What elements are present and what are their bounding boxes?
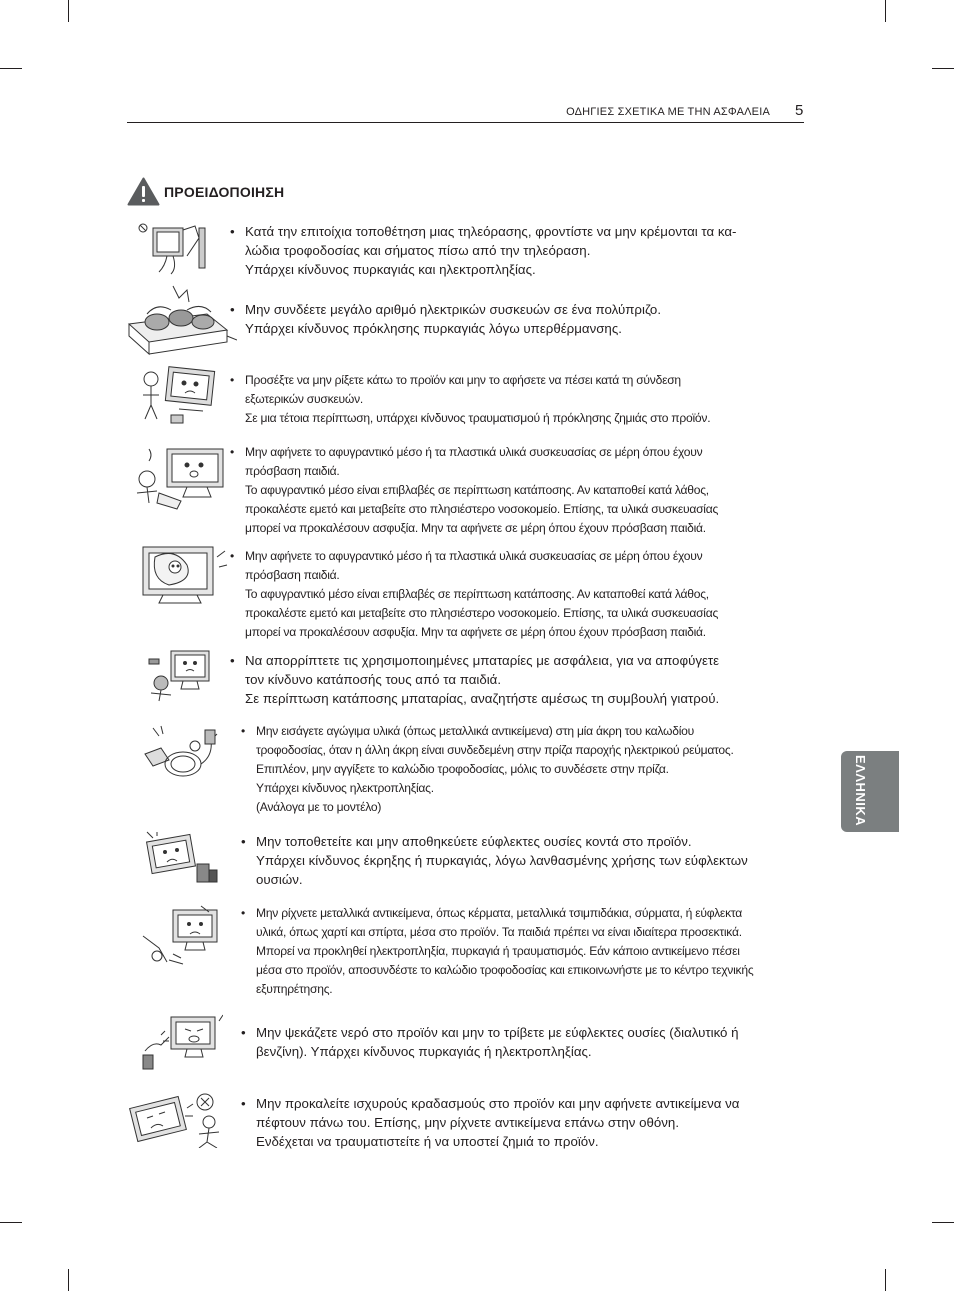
item-line: Υπάρχει κίνδυνος ηλεκτροπληξίας.: [256, 781, 434, 795]
item-text: [256, 904, 795, 999]
item-text: [245, 547, 795, 642]
item-line: Σε περίπτωση κατάποσης μπαταρίας, αναζητήστε αμέσως τη συμβουλή γιατρού.: [245, 691, 720, 706]
item-line: εξυπηρέτησης.: [256, 982, 333, 996]
item-text: [256, 832, 795, 889]
header-divider: [127, 122, 804, 123]
item-line: • Μην τοποθετείτε και μην αποθηκεύετε εύφλεκτες ουσίες κοντά στο προϊόν.: [256, 832, 795, 851]
item-line: • Μην ρίχνετε μεταλλικά αντικείμενα, όπως κέρματα, μεταλλικά τσιμπιδάκια, σύρματα, ή εύφλεκτα: [256, 904, 795, 923]
item-text: [245, 300, 795, 338]
item-line: • Προσέξτε να μην ρίξετε κάτω το προϊόν και μην το αφήσετε να πέσει κατά τη σύνδεση: [245, 371, 795, 390]
item-line: μπορεί να προκαλέσουν ασφυξία. Μην τα αφήνετε σε μέρη όπου έχουν πρόσβαση παιδιά.: [245, 625, 706, 639]
language-tab: [841, 751, 899, 832]
crop-mark: [68, 0, 69, 22]
tv-falling-child-icon: [137, 365, 221, 431]
item-line: • Μην αφήνετε το αφυγραντικό μέσο ή τα πλαστικά υλικά συσκευασίας σε μέρη όπου έχουν: [245, 547, 795, 566]
item-line: υλικά, όπως χαρτί και σπίρτα, μέσα στο προϊόν. Τα παιδιά πρέπει να είναι ιδιαίτερα προσεκτικά.: [256, 925, 742, 939]
crop-mark: [0, 1222, 22, 1223]
flammable-substances-icon: [143, 830, 219, 888]
crop-mark: [68, 1269, 69, 1291]
item-line: ουσιών.: [256, 872, 303, 887]
item-line: βενζίνη). Υπάρχει κίνδυνος πυρκαγιάς ή ηλεκτροπληξίας.: [256, 1044, 592, 1059]
item-line: (Ανάλογα με το μοντέλο): [256, 800, 382, 814]
metal-objects-tv-icon: [139, 904, 223, 970]
item-line: πρόσβαση παιδιά.: [245, 568, 340, 582]
item-line: Υπάρχει κίνδυνος έκρηξης ή πυρκαγιάς, λόγω λανθασμένης χρήσης των εύφλεκτων: [256, 853, 748, 868]
ball-hitting-tv-icon: [129, 1092, 225, 1148]
item-line: • Μην εισάγετε αγώγιμα υλικά (όπως μεταλλικά αντικείμενα) στη μία άκρη του καλωδίου: [256, 722, 795, 741]
item-text: [256, 722, 795, 817]
item-line: Επιπλέον, μην αγγίξετε το καλώδιο τροφοδοσίας, μόλις το συνδέσετε στην πρίζα.: [256, 762, 669, 776]
item-line: • Κατά την επιτοίχια τοποθέτηση μιας τηλεόρασης, φροντίστε να μην κρέμονται τα κα-: [245, 222, 795, 241]
spray-water-tv-icon: [139, 1011, 223, 1073]
crop-mark: [932, 1222, 954, 1223]
item-line: Υπάρχει κίνδυνος πυρκαγιάς και ηλεκτροπληξίας.: [245, 262, 536, 277]
item-line: • Μην συνδέετε μεγάλο αριθμό ηλεκτρικών συσκευών σε ένα πολύπριζο.: [245, 300, 795, 319]
item-line: πέφτουν πάνω του. Επίσης, μην ρίχνετε αντικείμενα επάνω στην οθόνη.: [256, 1115, 680, 1130]
overloaded-power-strip-icon: [127, 284, 237, 356]
child-desiccant-icon: [127, 445, 237, 511]
crop-mark: [885, 0, 886, 22]
item-line: • Μην αφήνετε το αφυγραντικό μέσο ή τα πλαστικά υλικά συσκευασίας σε μέρη όπου έχουν: [245, 443, 795, 462]
item-text: [245, 443, 795, 538]
item-line: Το αφυγραντικό μέσο είναι επιβλαβές σε περίπτωση κατάποσης. Αν καταποθεί κατά λάθος,: [245, 483, 709, 497]
warning-title: ΠΡΟΕΙΔΟΠΟΙΗΣΗ: [164, 183, 285, 200]
power-cord-conductor-icon: [139, 724, 223, 784]
item-text: [245, 222, 795, 279]
child-plastic-bag-icon: [135, 543, 231, 611]
item-line: Σε μια τέτοια περίπτωση, υπάρχει κίνδυνος τραυματισμού ή πρόκλησης ζημιάς στο προϊόν.: [245, 411, 711, 425]
item-line: εξωτερικών συσκευών.: [245, 392, 364, 406]
item-line: προκαλέστε εμετό και μεταβείτε στο πλησιέστερο νοσοκομείο. Επίσης, τα υλικά συσκευασίας: [245, 502, 719, 516]
page-number: 5: [795, 102, 804, 119]
item-line: Μπορεί να προκληθεί ηλεκτροπληξία, πυρκαγιά ή τραυματισμός. Εάν κάποιο αντικείμενο πέσει: [256, 944, 740, 958]
language-tab-label: ΕΛΛΗΝΙΚΑ: [853, 755, 868, 827]
item-line: πρόσβαση παιδιά.: [245, 464, 340, 478]
item-line: Υπάρχει κίνδυνος πρόκλησης πυρκαγιάς λόγω υπερθέρμανσης.: [245, 321, 622, 336]
section-title: ΟΔΗΓΙΕΣ ΣΧΕΤΙΚΑ ΜΕ ΤΗΝ ΑΣΦΑΛΕΙΑ: [566, 106, 770, 118]
item-line: Το αφυγραντικό μέσο είναι επιβλαβές σε περίπτωση κατάποσης. Αν καταποθεί κατά λάθος,: [245, 587, 709, 601]
crop-mark: [932, 68, 954, 69]
item-line: μέσα στο προϊόν, αποσυνδέστε το καλώδιο τροφοδοσίας και επικοινωνήστε με το κέντρο τεχνικής: [256, 963, 754, 977]
item-line: μπορεί να προκαλέσουν ασφυξία. Μην τα αφήνετε σε μέρη όπου έχουν πρόσβαση παιδιά.: [245, 521, 706, 535]
item-text: [256, 1023, 795, 1061]
warning-heading: [127, 177, 284, 206]
item-line: προκαλέστε εμετό και μεταβείτε στο πλησιέστερο νοσοκομείο. Επίσης, τα υλικά συσκευασίας: [245, 606, 719, 620]
item-line: • Να απορρίπτετε τις χρησιμοποιημένες μπαταρίες με ασφάλεια, για να αποφύγετε: [245, 651, 795, 670]
item-line: • Μην προκαλείτε ισχυρούς κραδασμούς στο προϊόν και μην αφήνετε αντικείμενα να: [256, 1094, 795, 1113]
tv-cables-hanging-icon: [137, 222, 209, 278]
item-text: [245, 651, 795, 708]
item-line: • Μην ψεκάζετε νερό στο προϊόν και μην το τρίβετε με εύφλεκτες ουσίες (διαλυτικό ή: [256, 1023, 795, 1042]
item-line: τροφοδοσίας, όταν η άλλη άκρη είναι συνδεδεμένη στην πρίζα παροχής ηλεκτρικού ρεύματος.: [256, 743, 734, 757]
item-line: τον κίνδυνο κατάποσής τους από τα παιδιά.: [245, 672, 502, 687]
item-line: λώδια τροφοδοσίας και σήματος πίσω από την τηλεόραση.: [245, 243, 591, 258]
item-line: Ενδέχεται να τραυματιστείτε ή να υποστεί ζημιά το προϊόν.: [256, 1134, 599, 1149]
warning-triangle-icon: [127, 177, 160, 206]
child-battery-icon: [147, 647, 219, 703]
crop-mark: [0, 68, 22, 69]
crop-mark: [885, 1269, 886, 1291]
item-text: [245, 371, 795, 428]
item-text: [256, 1094, 795, 1151]
